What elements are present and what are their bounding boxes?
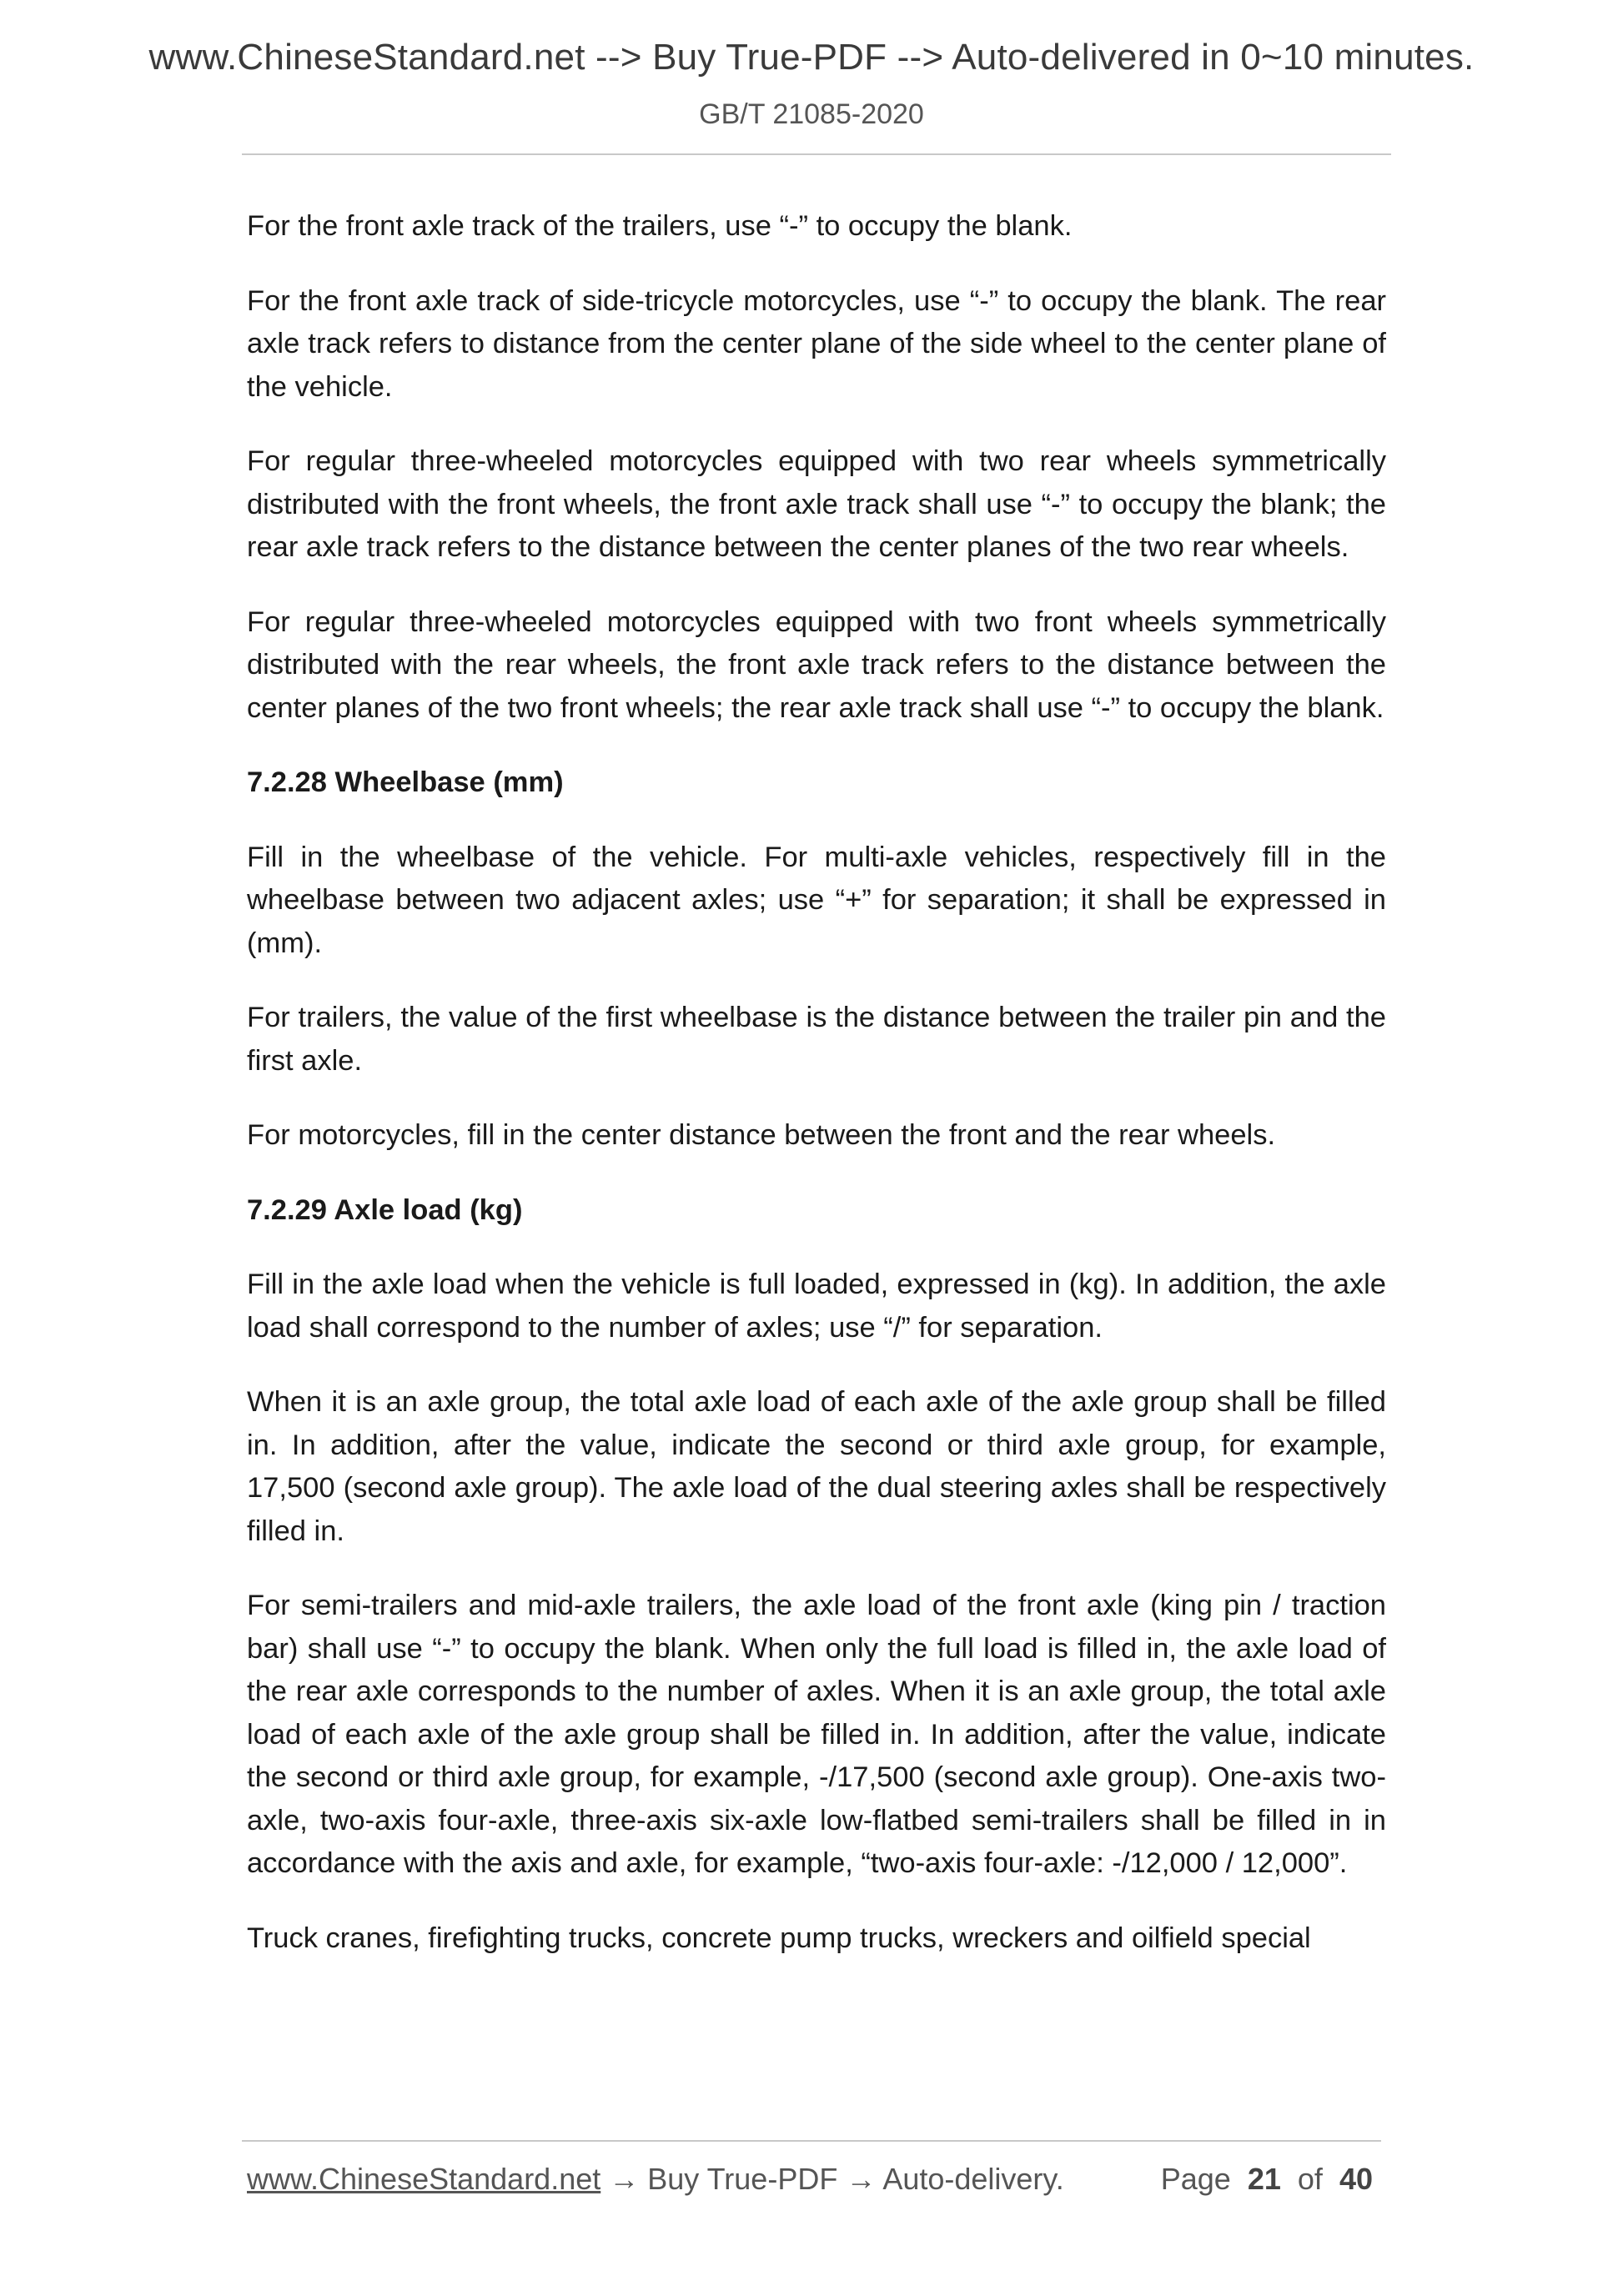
of-label: of: [1297, 2162, 1323, 2196]
paragraph: For motorcycles, fill in the center distance between the front and the rear wheels.: [247, 1119, 1276, 1151]
paragraph: When it is an axle group, the total axle load of each axle of the axle group shall be filled in. In addition, after the value, indicate the second or third axle group, for example, 17,500 (second axle group). The axle load of the dual steering axles shall be respectively filled in.: [247, 1386, 1386, 1547]
paragraph: For regular three-wheeled motorcycles equipped with two rear wheels symmetrically distributed with the front wheels, the front axle track shall use “-” to occupy the blank; the rear axle track refers to the distance between the center planes of the two rear wheels.: [247, 445, 1386, 563]
paragraph: For the front axle track of side-tricycle motorcycles, use “-” to occupy the blank. The rear axle track refers to distance from the center plane of the side wheel to the center plane of the vehicle.: [247, 284, 1386, 403]
page-indicator: [1161, 2162, 1373, 2197]
footer-left: [247, 2162, 1064, 2197]
paragraph: For the front axle track of the trailers, use “-” to occupy the blank.: [247, 210, 1073, 242]
paragraph: Fill in the wheelbase of the vehicle. For multi-axle vehicles, respectively fill in the wheelbase between two adjacent axles; use “+” for separation; it shall be expressed in (mm).: [247, 841, 1386, 959]
paragraph: Fill in the axle load when the vehicle is full loaded, expressed in (kg). In addition, the axle load shall correspond to the number of axles; use “/” for separation.: [247, 1269, 1386, 1344]
page-number: 21: [1247, 2162, 1281, 2196]
paragraph: For semi-trailers and mid-axle trailers, the axle load of the front axle (king pin / traction bar) shall use “-” to occupy the blank. When only the full load is filled in, the axle load of the rear axle corresponds to the number of axles. When it is an axle group, the total axle load of each axle of the axle group shall be filled in. In addition, after the value, indicate the second or third axle group, for example, -/17,500 (second axle group). One-axis two-axle, two-axis four-axle, three-axis six-axle low-flatbed semi-trailers shall be filled in in accordance with the axis and axle, for example, “two-axis four-axle: -/12,000 / 12,000”.: [247, 1590, 1386, 1879]
paragraph: For regular three-wheeled motorcycles equipped with two front wheels symmetrically distributed with the rear wheels, the front axle track refers to the distance between the center planes of the two front wheels; the rear axle track shall use “-” to occupy the blank.: [247, 605, 1386, 724]
paragraph: For trailers, the value of the first wheelbase is the distance between the trailer pin and the first axle.: [247, 1002, 1386, 1077]
paragraph: Truck cranes, firefighting trucks, concrete pump trucks, wreckers and oilfield special: [247, 1922, 1311, 1954]
page-total: 40: [1339, 2162, 1373, 2196]
page-label: Page: [1160, 2162, 1231, 2196]
document-code: GB/T 21085-2020: [699, 98, 924, 130]
top-banner: www.ChineseStandard.net --> Buy True-PDF --> Auto-delivered in 0~10 minutes.: [148, 37, 1475, 78]
page-content: [247, 205, 1386, 1960]
footer-tagline: → Buy True-PDF → Auto-delivery.: [600, 2162, 1064, 2196]
section-heading-7-2-28: 7.2.28 Wheelbase (mm): [247, 766, 564, 798]
footer-site-link[interactable]: www.ChineseStandard.net: [247, 2162, 601, 2196]
section-heading-7-2-29: 7.2.29 Axle load (kg): [247, 1193, 523, 1226]
footer-divider: [242, 2140, 1381, 2142]
header-divider: [242, 153, 1391, 155]
